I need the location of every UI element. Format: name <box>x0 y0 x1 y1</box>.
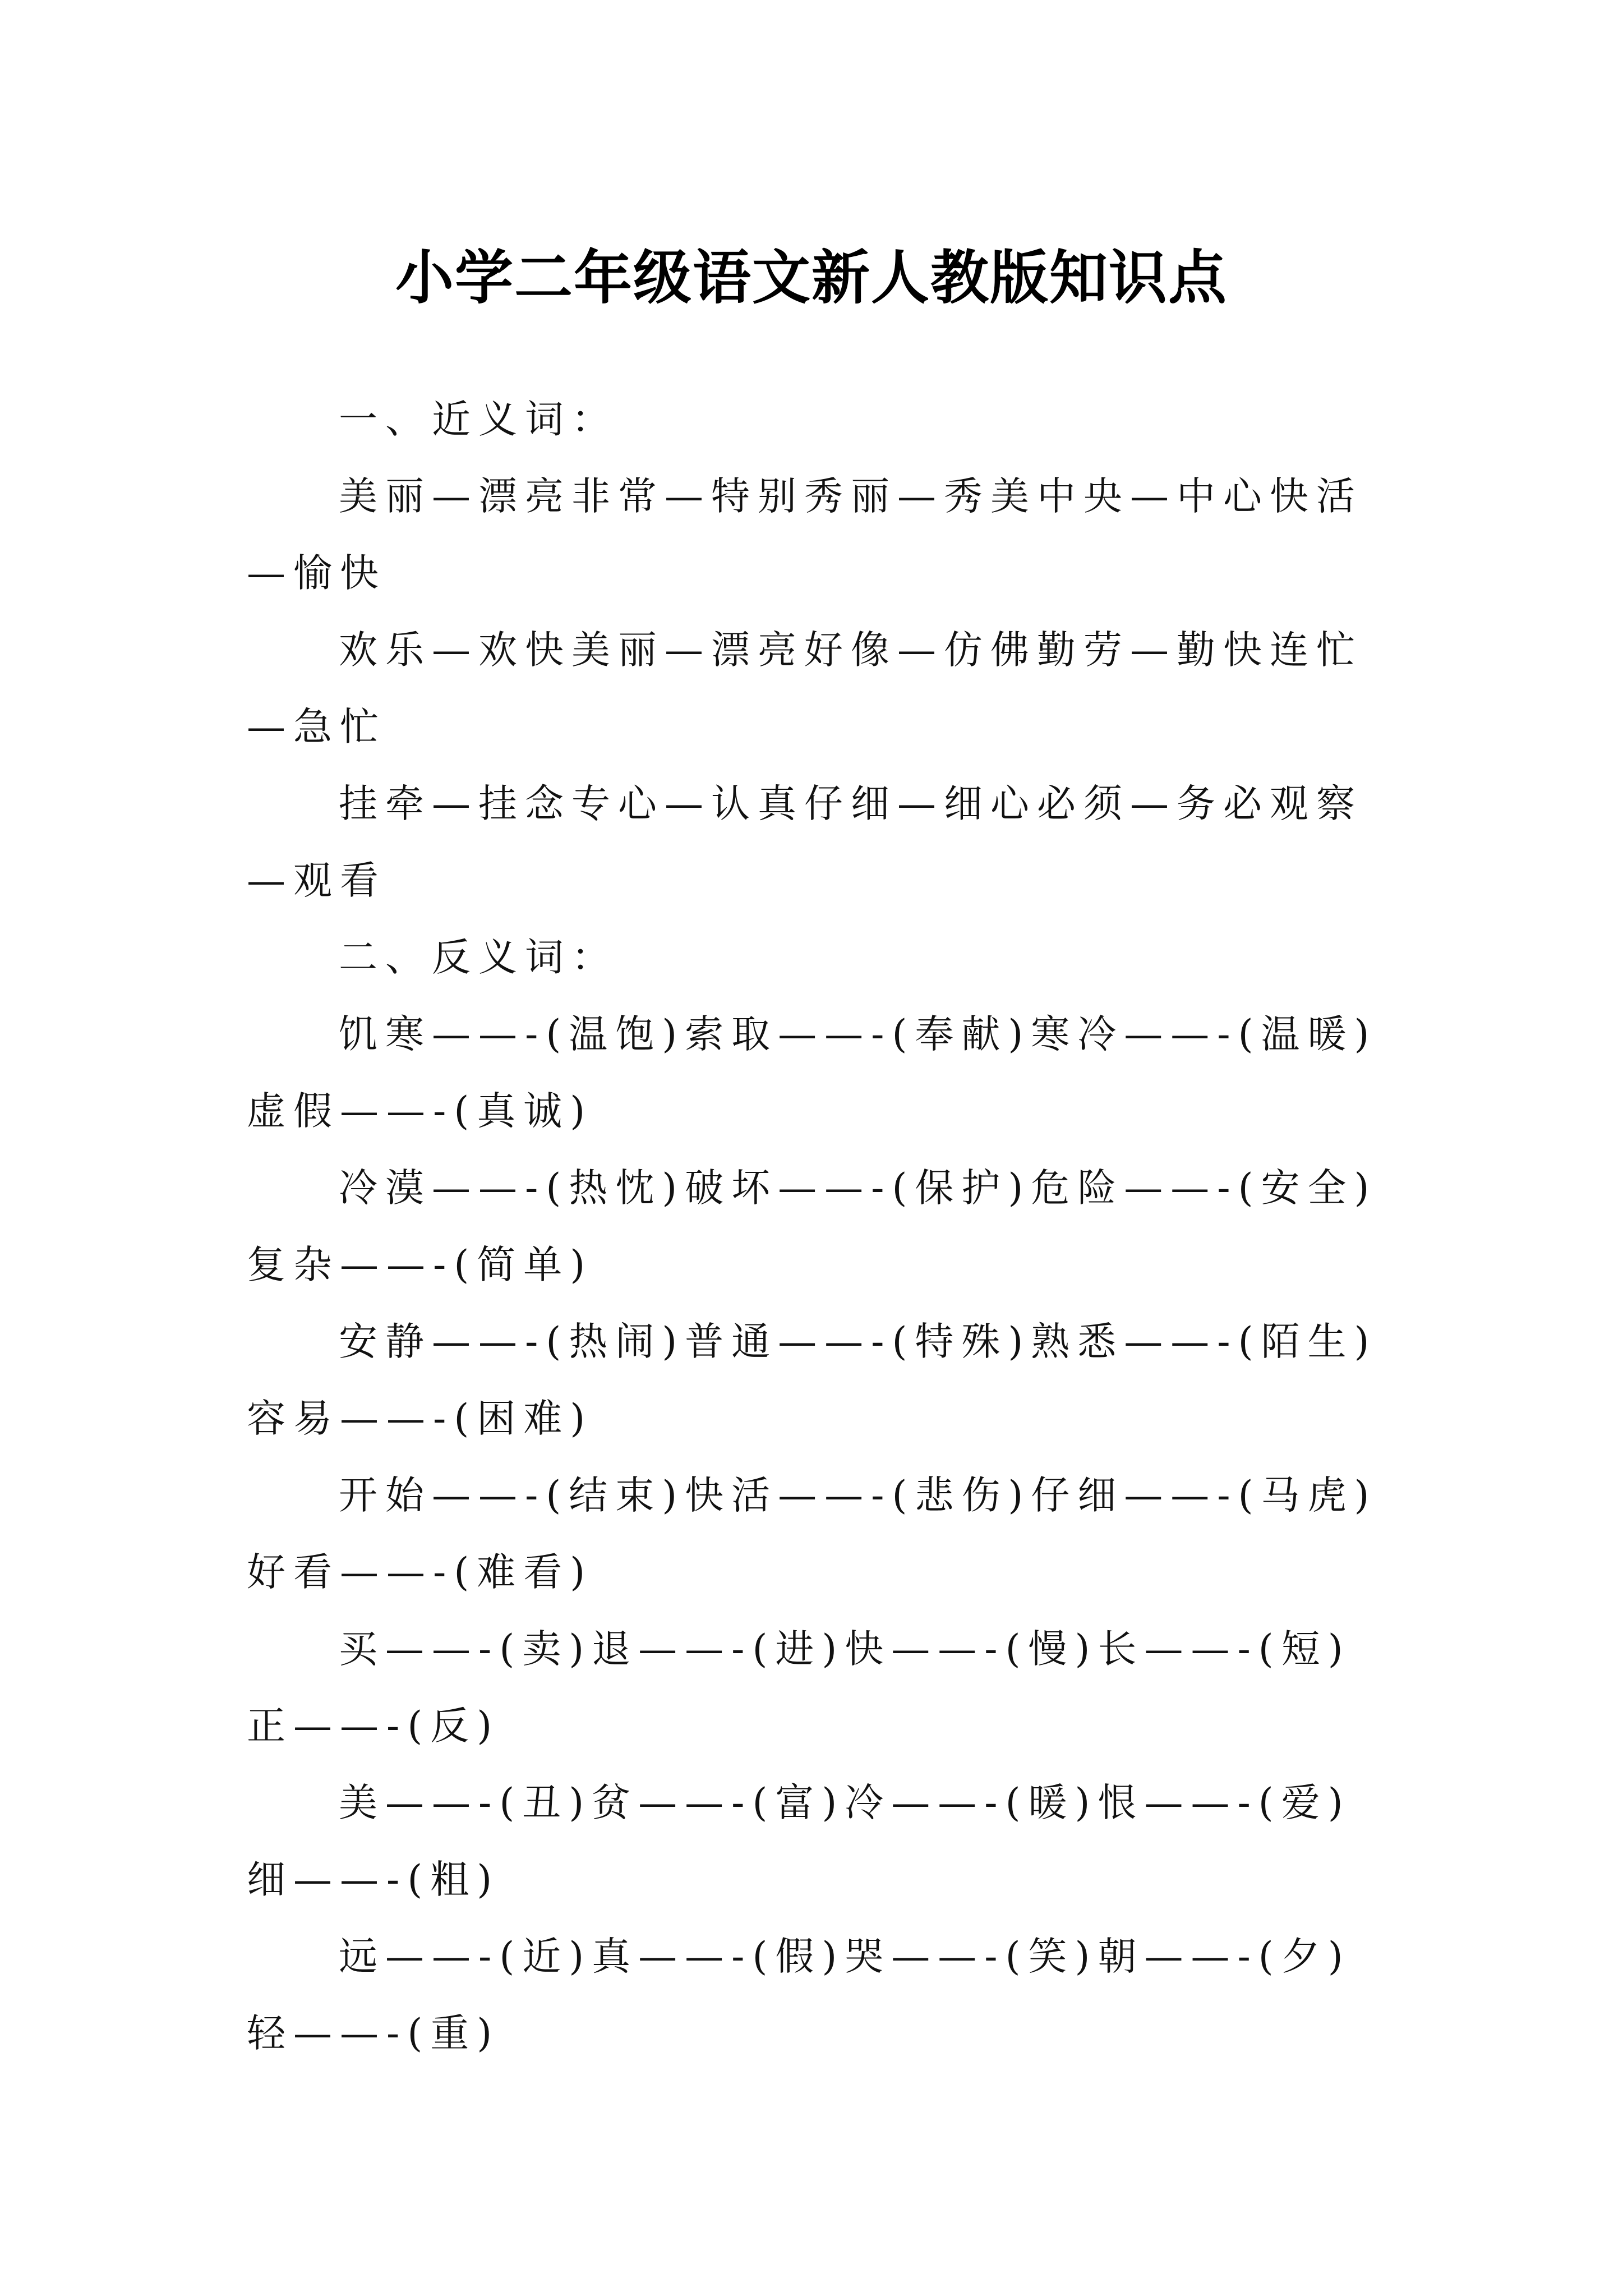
antonyms-line: 开始——-(结束)快活——-(悲伤)仔细——-(马虎)好看——-(难看) <box>247 1473 1377 1595</box>
document-title: 小学二年级语文新人教版知识点 <box>395 242 1228 312</box>
antonyms-line: 美——-(丑)贫——-(富)冷——-(暖)恨——-(爱)细——-(粗) <box>247 1780 1351 1902</box>
synonyms-line: 美丽—漂亮非常—特别秀丽—秀美中央—中心快活—愉快 <box>247 474 1363 596</box>
synonyms-line: 挂牵—挂念专心—认真仔细—细心必须—务必观察—观看 <box>247 781 1363 903</box>
synonyms-line: 欢乐—欢快美丽—漂亮好像—仿佛勤劳—勤快连忙—急忙 <box>247 628 1363 749</box>
antonyms-line: 安静——-(热闹)普通——-(特殊)熟悉——-(陌生)容易——-(困难) <box>247 1319 1377 1441</box>
antonyms-line: 远——-(近)真——-(假)哭——-(笑)朝——-(夕)轻——-(重) <box>247 1934 1351 2056</box>
antonyms-line: 冷漠——-(热忱)破坏——-(保护)危险——-(安全)复杂——-(简单) <box>247 1166 1377 1287</box>
antonyms-section <box>247 919 1385 2072</box>
antonyms-heading: 二、反义词： <box>339 935 618 980</box>
synonyms-section <box>247 381 1385 919</box>
document-body <box>247 381 1385 2072</box>
synonyms-heading: 一、近义词： <box>339 397 618 442</box>
antonyms-line: 买——-(卖)退——-(进)快——-(慢)长——-(短)正——-(反) <box>247 1627 1351 1749</box>
antonyms-line: 饥寒——-(温饱)索取——-(奉献)寒冷——-(温暖)虚假——-(真诚) <box>247 1012 1377 1134</box>
